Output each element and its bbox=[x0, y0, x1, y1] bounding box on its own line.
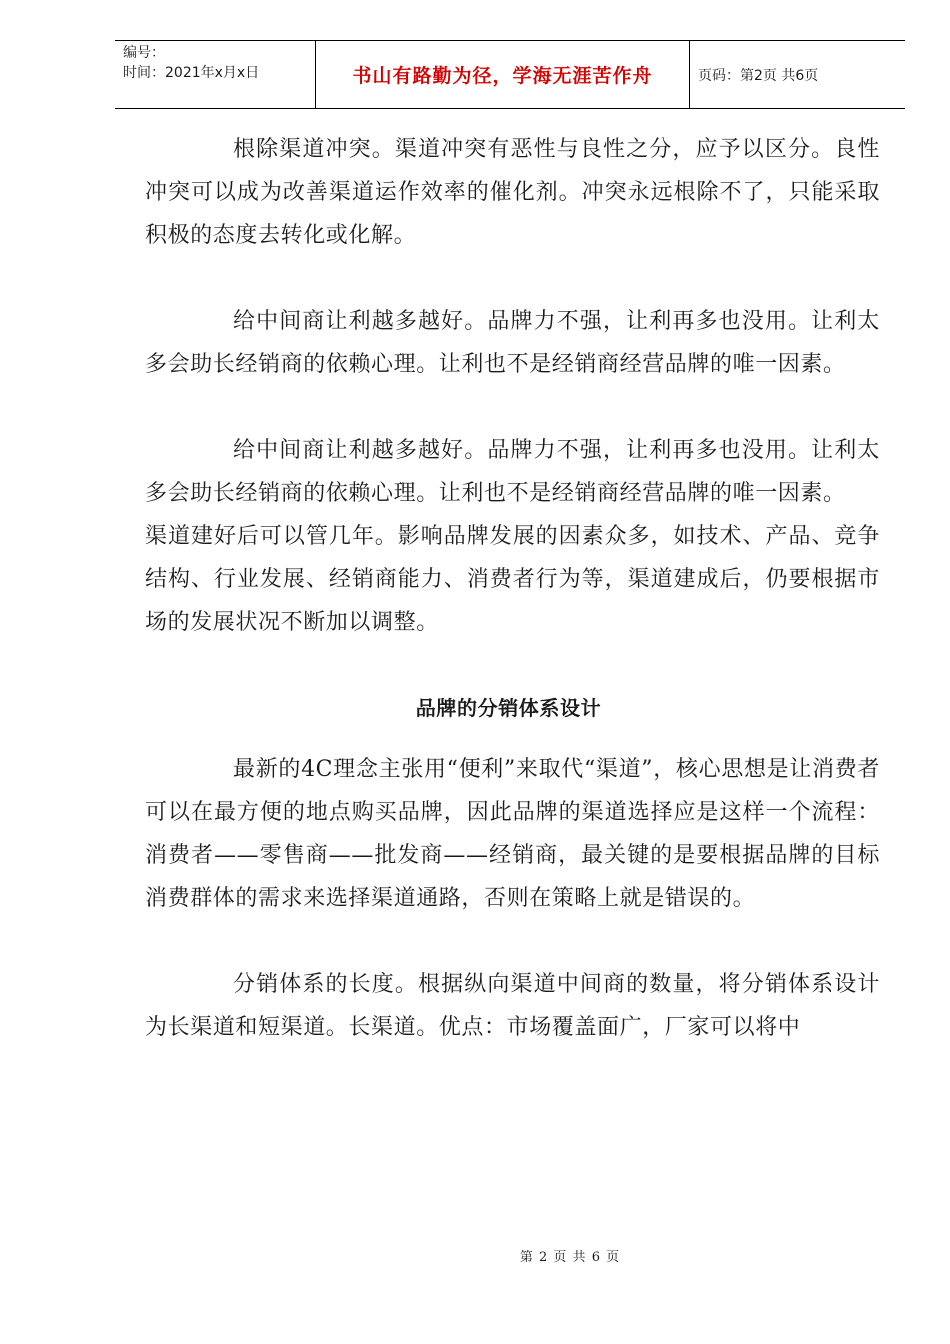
document-body bbox=[145, 128, 880, 1049]
document-number-label: 编号： bbox=[123, 45, 165, 61]
paragraph-distribution-length: 分销体系的长度。根据纵向渠道中间商的数量，将分销体系设计为长渠道和短渠道。长渠道。优点：市场覆盖面广，厂家可以将中 bbox=[145, 972, 880, 1040]
section-title: 品牌的分销体系设计 bbox=[415, 696, 602, 720]
paragraph-channel-maintenance: 渠道建好后可以管几年。影响品牌发展的因素众多，如技术、产品、竞争结构、行业发展、经销商能力、消费者行为等，渠道建成后，仍要根据市场的发展状况不断加以调整。 bbox=[145, 524, 880, 635]
page-footer: 第 2 页 共 6 页 bbox=[519, 1250, 621, 1265]
page-header bbox=[115, 40, 905, 109]
header-motto: 书山有路勤为径，学海无涯苦作舟 bbox=[316, 41, 690, 108]
document-time-label: 时间：2021年x月x日 bbox=[123, 65, 260, 81]
paragraph-4c-concept: 最新的4C理念主张用“便利”来取代“渠道”，核心思想是让消费者可以在最方便的地点购买品牌，因此品牌的渠道选择应是这样一个流程：消费者——零售商——批发商——经销商，最关键的是要根据品牌的目标消费群体的需求来选择渠道通路，否则在策略上就是错误的。 bbox=[145, 757, 880, 911]
header-meta-cell bbox=[115, 41, 316, 108]
header-page-number: 页码：第2页 共6页 bbox=[698, 67, 819, 84]
paragraph-dealer-margin: 给中间商让利越多越好。品牌力不强，让利再多也没用。让利太多会助长经销商的依赖心理。让利也不是经销商经营品牌的唯一因素。 bbox=[145, 309, 880, 377]
paragraph-channel-conflict: 根除渠道冲突。渠道冲突有恶性与良性之分，应予以区分。良性冲突可以成为改善渠道运作效率的催化剂。冲突永远根除不了，只能采取积极的态度去转化或化解。 bbox=[145, 137, 880, 248]
paragraph-dealer-margin-repeat: 给中间商让利越多越好。品牌力不强，让利再多也没用。让利太多会助长经销商的依赖心理。让利也不是经销商经营品牌的唯一因素。 bbox=[145, 438, 880, 506]
